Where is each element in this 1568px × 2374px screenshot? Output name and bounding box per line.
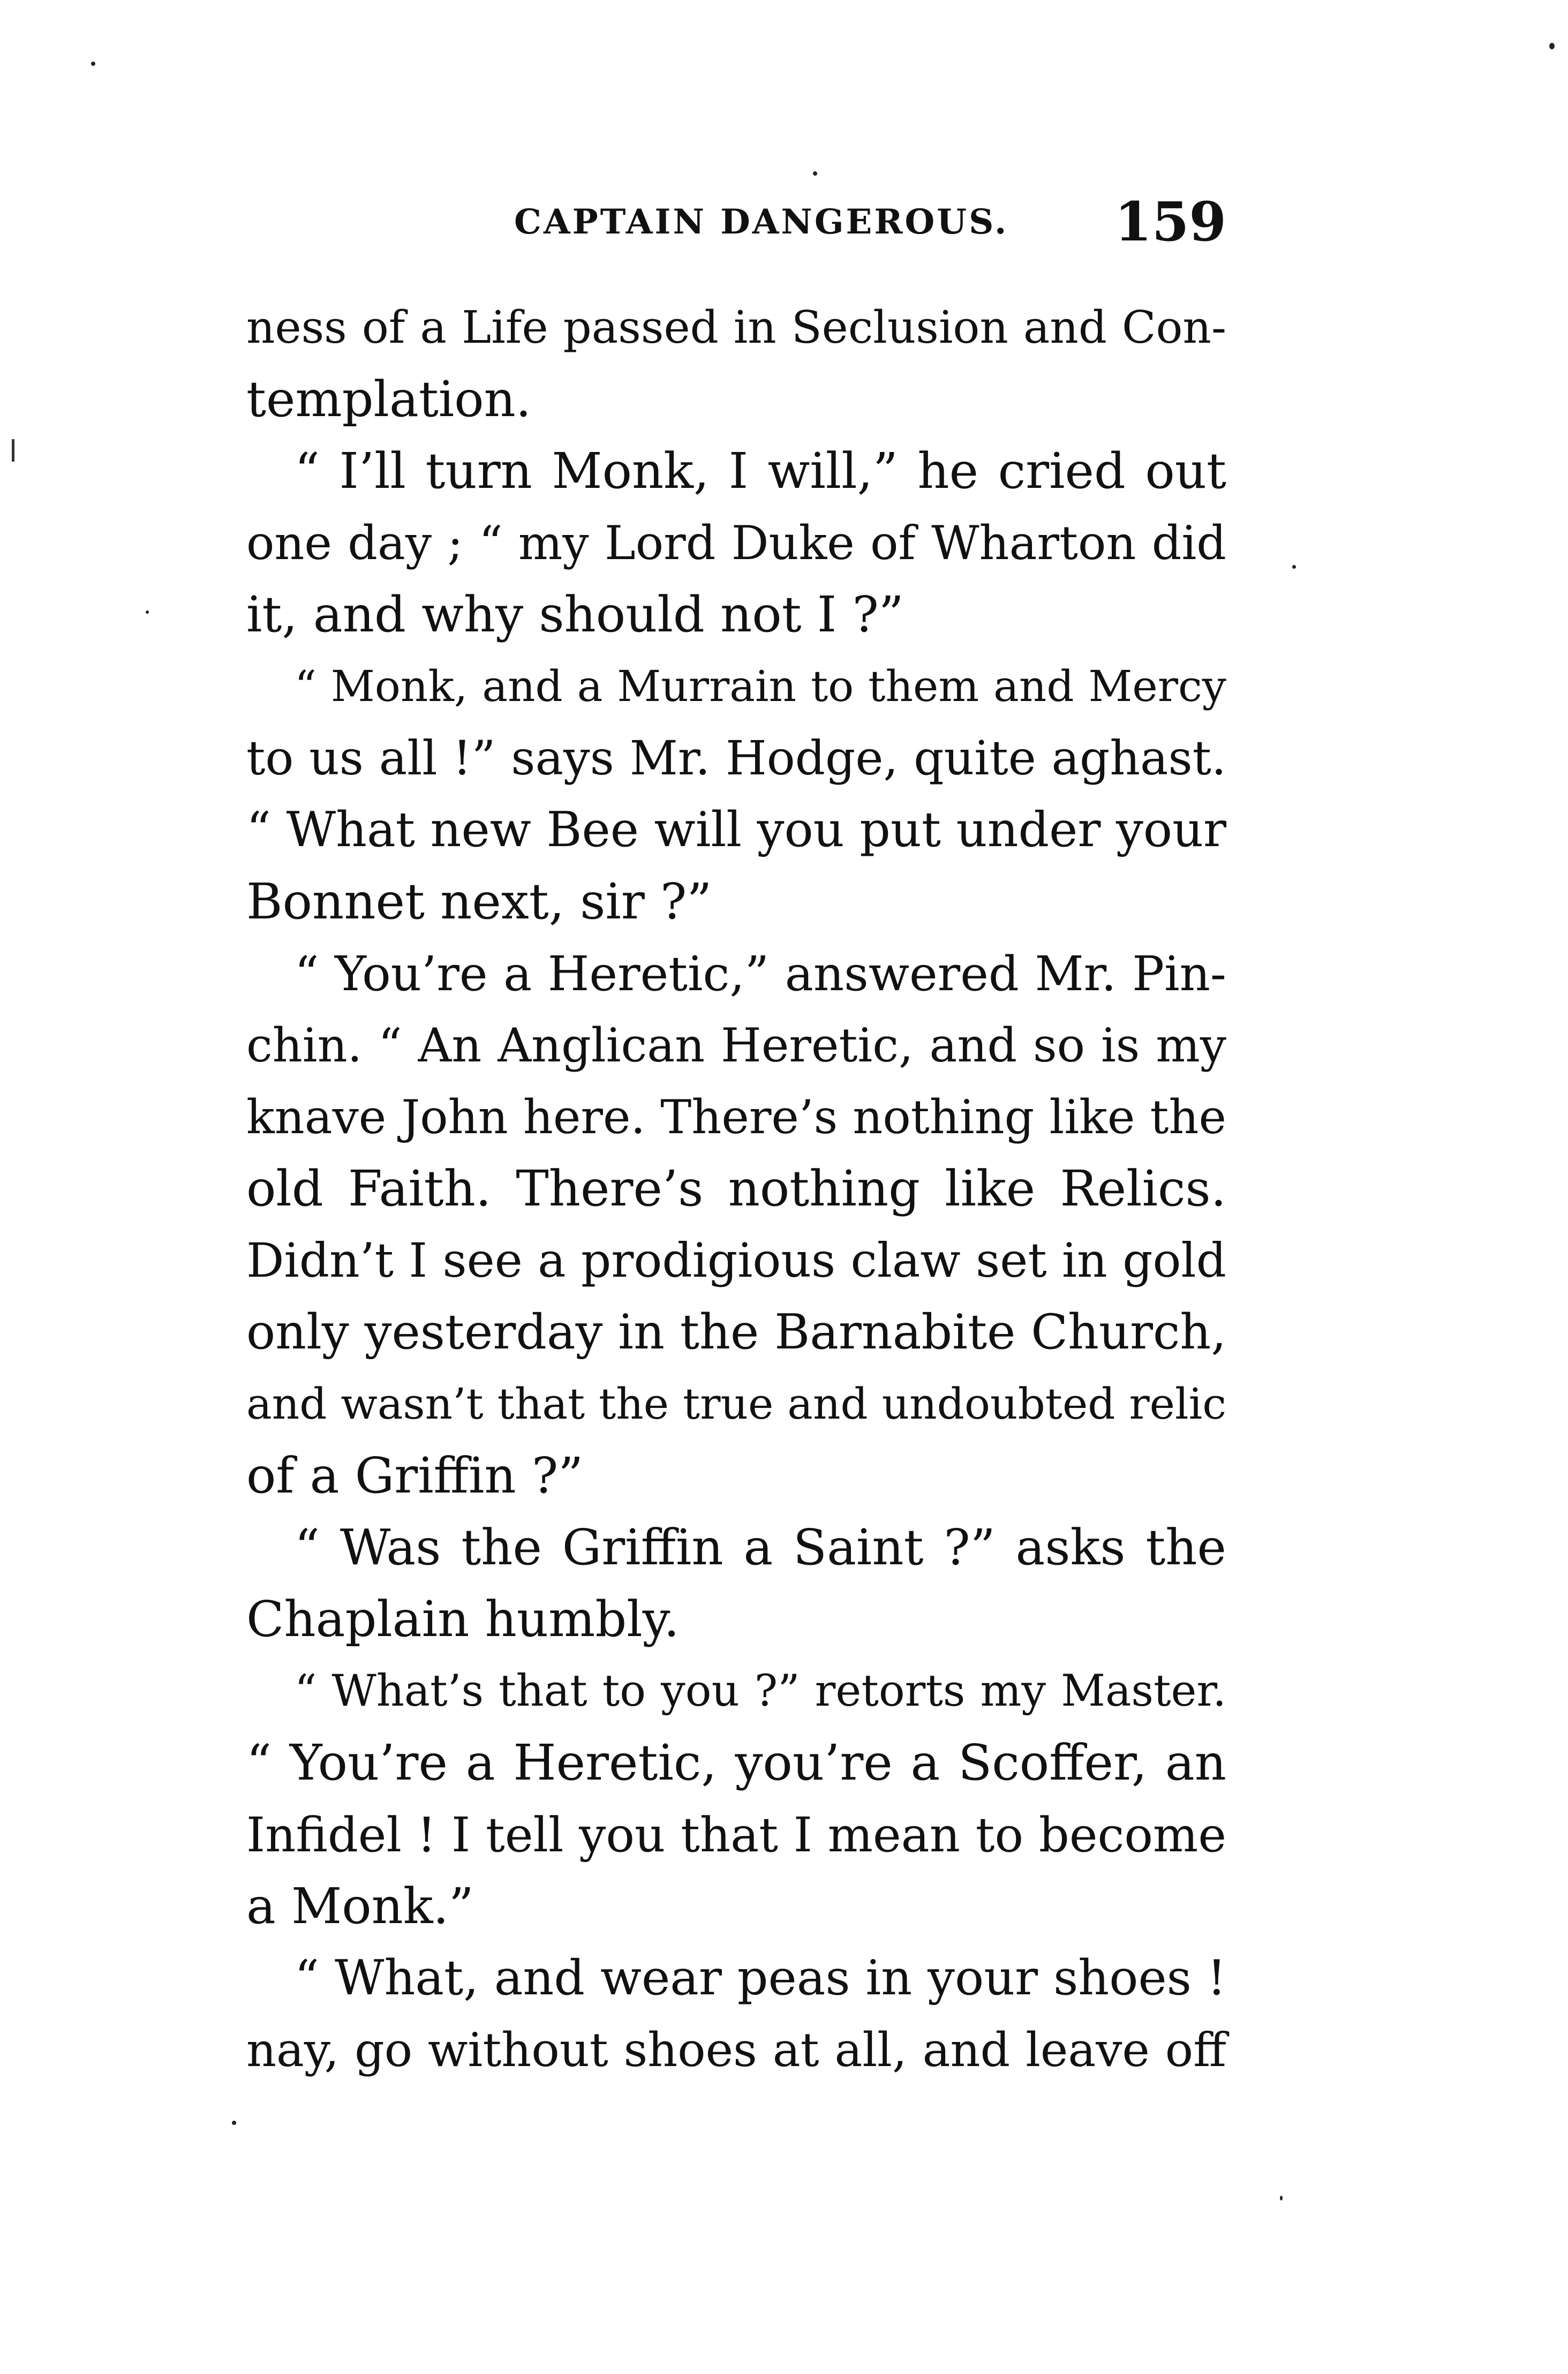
scan-speck — [146, 611, 149, 614]
text-line: templation. — [246, 371, 532, 428]
text-line: knave John here. There’s nothing like the — [246, 1090, 1226, 1144]
text-line: “ You’re a Heretic, you’re a Scoffer, an — [246, 1734, 1226, 1791]
page-number: 159 — [1114, 190, 1226, 253]
text-line: “ What’s that to you ?” retorts my Master. — [295, 1666, 1226, 1716]
scan-speck — [813, 171, 817, 176]
text-line: “ Was the Griffin a Saint ?” asks the — [295, 1519, 1226, 1576]
text-line: “ You’re a Heretic,” answered Mr. Pin- — [295, 946, 1226, 1001]
text-line: Didn’t I see a prodigious claw set in gold — [246, 1233, 1226, 1288]
text-line: and wasn’t that the true and undoubted relic — [246, 1379, 1226, 1429]
scan-speck — [91, 62, 95, 66]
text-line: Bonnet next, sir ?” — [246, 873, 712, 930]
text-line: nay, go without shoes at all, and leave off — [246, 2023, 1226, 2077]
scan-speck — [1280, 2196, 1283, 2200]
text-line: “ Monk, and a Murrain to them and Mercy — [295, 661, 1226, 711]
text-line: chin. “ An Anglican Heretic, and so is my — [246, 1018, 1226, 1073]
text-line: Infidel ! I tell you that I mean to become — [246, 1807, 1226, 1863]
text-line: only yesterday in the Barnabite Church, — [246, 1304, 1226, 1360]
text-line: “ What, and wear peas in your shoes ! — [295, 1950, 1226, 2006]
text-line: of a Griffin ?” — [246, 1447, 584, 1504]
text-line: “ What new Bee will you put under your — [246, 802, 1227, 858]
text-body — [246, 292, 1226, 2086]
text-line: it, and why should not I ?” — [246, 586, 904, 643]
text-line: Chaplain humbly. — [246, 1591, 680, 1648]
scan-mark — [12, 439, 14, 462]
scan-speck — [232, 2121, 236, 2125]
text-line: a Monk.” — [246, 1878, 474, 1935]
text-line: to us all !” says Mr. Hodge, quite aghast. — [246, 730, 1226, 786]
text-line: old Faith. There’s nothing like Relics. — [246, 1160, 1226, 1217]
scan-speck — [1292, 565, 1296, 569]
text-line: ness of a Life passed in Seclusion and Con- — [246, 302, 1226, 353]
running-head — [246, 190, 1226, 253]
text-line: one day ; “ my Lord Duke of Wharton did — [246, 516, 1226, 570]
text-line: “ I’ll turn Monk, I will,” he cried out — [295, 442, 1226, 500]
scan-speck — [1549, 43, 1555, 49]
running-title: CAPTAIN DANGEROUS. — [514, 202, 1009, 242]
